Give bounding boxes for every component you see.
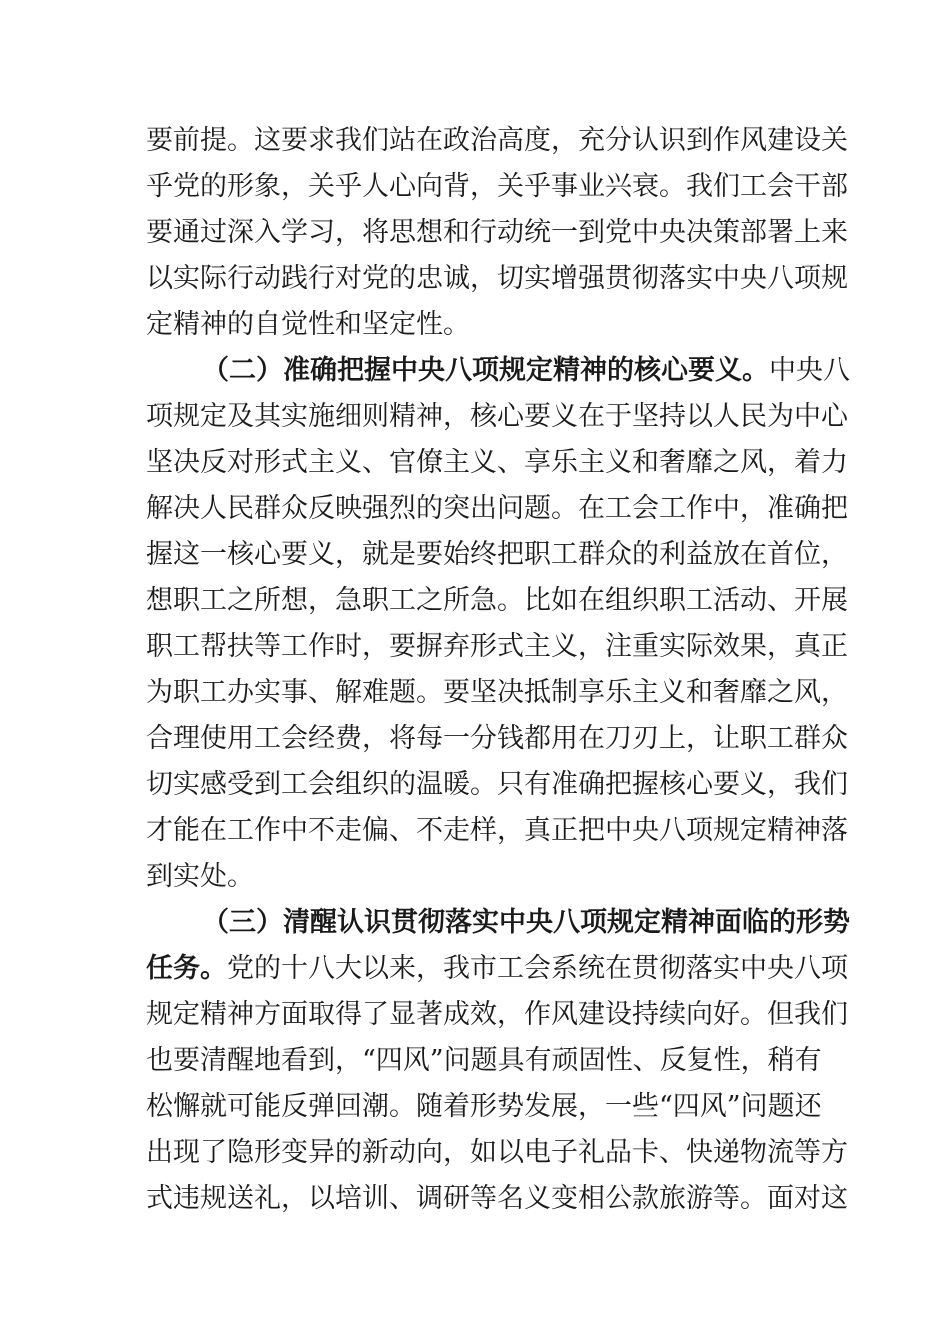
- body-text: [146, 118, 850, 1222]
- paragraph-2: [146, 348, 850, 900]
- text-line: 式违规送礼，以培训、调研等名义变相公款旅游等。面对这: [146, 1183, 848, 1214]
- text-line: 乎党的形象，关乎人心向背，关乎事业兴衰。我们工会干部: [146, 171, 848, 202]
- text-line: [146, 946, 848, 992]
- text-run: 中央八: [769, 355, 850, 386]
- text-line: 想职工之所想，急职工之所急。比如在组织职工活动、开展: [146, 585, 848, 616]
- text-line: 定精神的自觉性和坚定性。: [146, 309, 470, 340]
- text-line: 为职工办实事、解难题。要坚决抵制享乐主义和奢靡之风，: [146, 677, 848, 708]
- text-line: 以实际行动践行对党的忠诚，切实增强贯彻落实中央八项规: [146, 263, 848, 294]
- text-line: 项规定及其实施细则精神，核心要义在于坚持以人民为中心: [146, 401, 848, 432]
- text-line: 也要清醒地看到，“四风”问题具有顽固性、反复性，稍有: [146, 1045, 822, 1076]
- text-line: 要前提。这要求我们站在政治高度，充分认识到作风建设关: [146, 125, 848, 156]
- text-run: 党的十八大以来，我市工会系统在贯彻落实中央八项: [227, 953, 848, 984]
- text-line: 合理使用工会经费，将每一分钱都用在刀刃上，让职工群众: [146, 723, 848, 754]
- text-line: 切实感受到工会组织的温暖。只有准确把握核心要义，我们: [146, 769, 848, 800]
- text-line: [146, 348, 850, 394]
- text-line: 要通过深入学习，将思想和行动统一到党中央决策部署上来: [146, 217, 848, 248]
- paragraph-3: [146, 900, 850, 1222]
- text-line: 职工帮扶等工作时，要摒弃形式主义，注重实际效果，真正: [146, 631, 848, 662]
- section-heading-3-end: 任务。: [146, 953, 227, 984]
- text-line: 出现了隐形变异的新动向，如以电子礼品卡、快递物流等方: [146, 1137, 848, 1168]
- text-line: 规定精神方面取得了显著成效，作风建设持续向好。但我们: [146, 999, 848, 1030]
- section-heading-2: （二）准确把握中央八项规定精神的核心要义。: [202, 355, 769, 386]
- text-line: 才能在工作中不走偏、不走样，真正把中央八项规定精神落: [146, 815, 848, 846]
- text-line: 坚决反对形式主义、官僚主义、享乐主义和奢靡之风，着力: [146, 447, 848, 478]
- paragraph-1: [146, 118, 848, 348]
- text-line: 到实处。: [146, 861, 254, 892]
- text-line: 握这一核心要义，就是要始终把职工群众的利益放在首位，: [146, 539, 848, 570]
- text-line: 解决人民群众反映强烈的突出问题。在工会工作中，准确把: [146, 493, 848, 524]
- section-heading-3: （三）清醒认识贯彻落实中央八项规定精神面临的形势: [202, 907, 850, 938]
- text-line: 松懈就可能反弹回潮。随着形势发展，一些“四风”问题还: [146, 1091, 822, 1122]
